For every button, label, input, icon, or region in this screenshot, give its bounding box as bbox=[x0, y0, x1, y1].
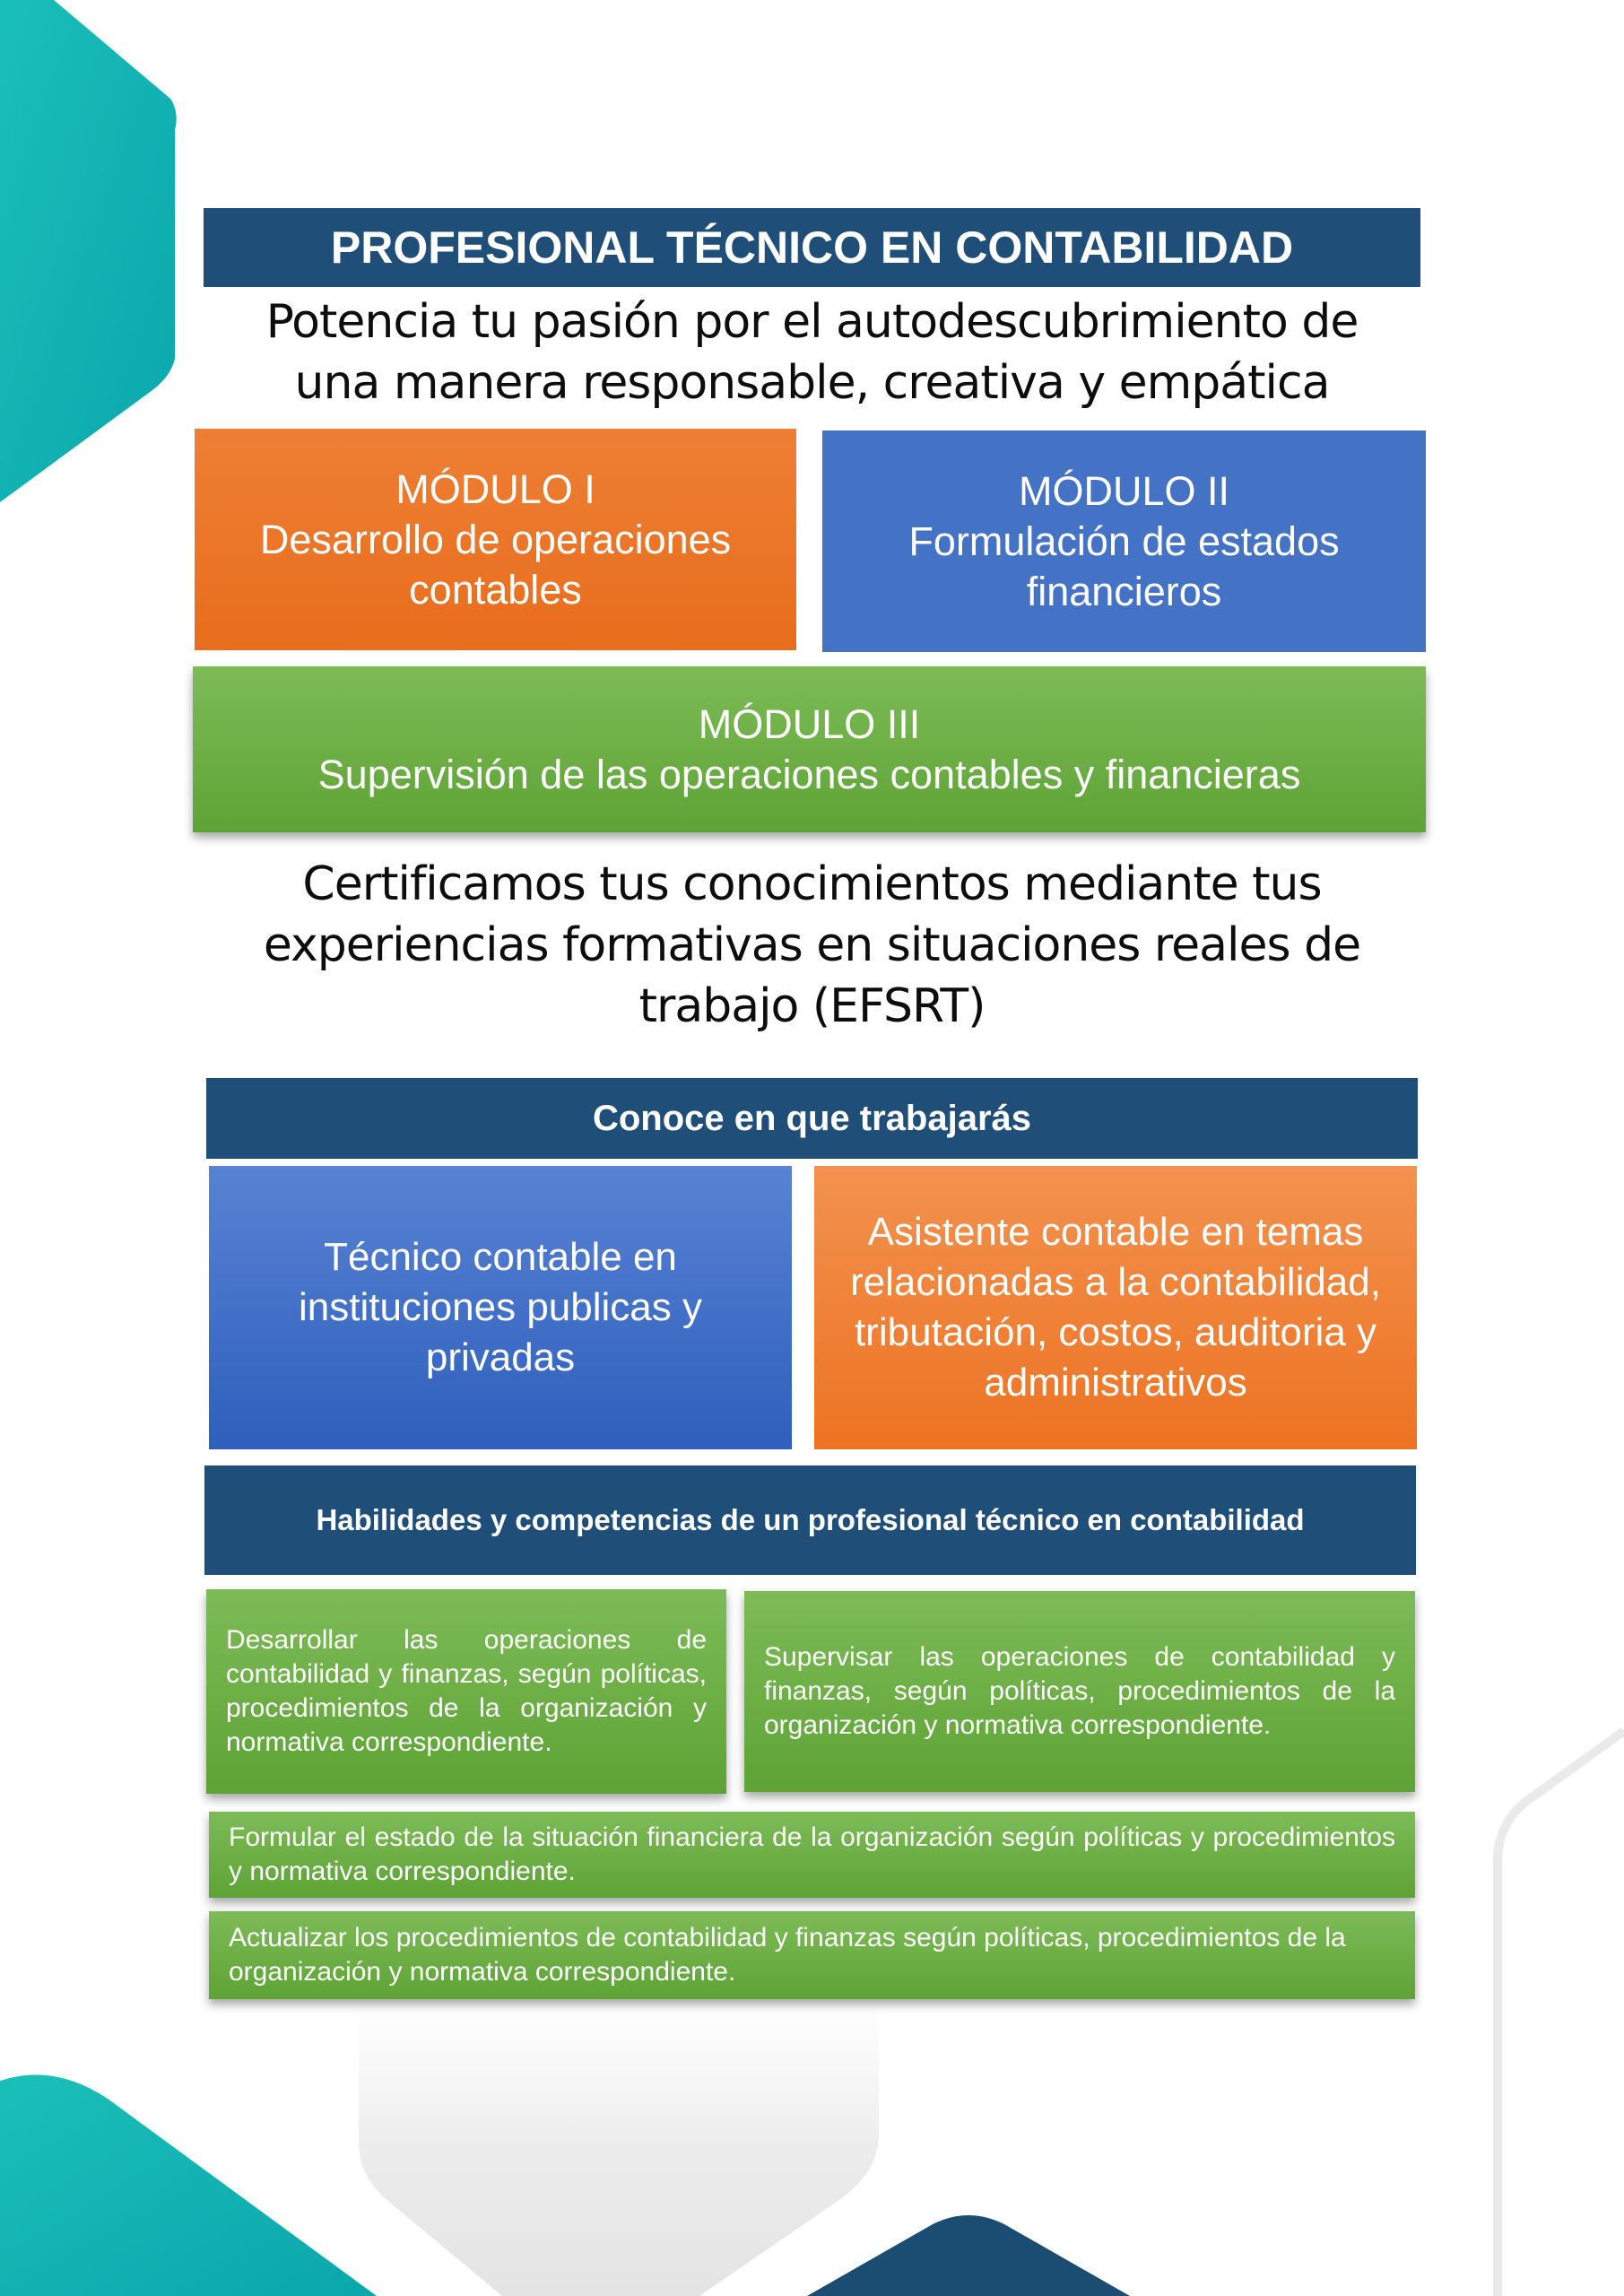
certification-line-2: experiencias formativas en situaciones reales de bbox=[263, 918, 1361, 972]
jobs-header-text: Conoce en que trabajarás bbox=[592, 1098, 1032, 1138]
skill-card-4 bbox=[209, 1911, 1415, 1999]
module-3-label: MÓDULO III bbox=[698, 700, 921, 747]
job-card-2-text: Asistente contable en temas relacionadas a la contabilidad, tributación, costos, auditoria y administrativos bbox=[850, 1210, 1381, 1405]
module-1-card bbox=[195, 429, 796, 650]
skill-card-2 bbox=[744, 1591, 1415, 1792]
jobs-header bbox=[206, 1078, 1418, 1159]
job-card-2 bbox=[814, 1166, 1417, 1449]
skill-card-3 bbox=[209, 1812, 1415, 1898]
teal-hexagon-top-left bbox=[0, 0, 177, 502]
page-title: PROFESIONAL TÉCNICO EN CONTABILIDAD bbox=[330, 222, 1294, 273]
module-2-name-line-1: Formulación de estados bbox=[908, 517, 1340, 564]
skill-card-2-text: Supervisar las operaciones de contabilidad y finanzas, según políticas, procedimientos de la organización y normativa correspondiente. bbox=[764, 1642, 1395, 1740]
skill-card-4-text: Actualizar los procedimientos de contabilidad y finanzas según políticas, procedimientos de la organización y normativa correspondiente. bbox=[229, 1923, 1346, 1987]
tagline bbox=[135, 291, 1489, 413]
module-3-name: Supervisión de las operaciones contables y financieras bbox=[317, 751, 1301, 797]
skills-header-text: Habilidades y competencias de un profesional técnico en contabilidad bbox=[316, 1503, 1305, 1536]
title-bar bbox=[204, 208, 1420, 287]
module-2-label: MÓDULO II bbox=[1018, 467, 1230, 514]
certification-line-1: Certificamos tus conocimientos mediante tus bbox=[302, 857, 1322, 911]
certification-line-3: trabajo (EFSRT) bbox=[638, 979, 986, 1033]
job-card-1-text: Técnico contable en instituciones publicas y privadas bbox=[298, 1235, 702, 1379]
job-card-1 bbox=[209, 1166, 792, 1449]
tagline-line-1: Potencia tu pasión por el autodescubrimiento de bbox=[265, 295, 1359, 349]
tagline-line-2: una manera responsable, creativa y empática bbox=[294, 356, 1330, 410]
skills-header bbox=[204, 1465, 1416, 1575]
teal-shape-bottom-left bbox=[0, 2074, 377, 2296]
skill-card-1-text: Desarrollar las operaciones de contabilidad y finanzas, según políticas, procedimientos de la organización y normativa correspondiente. bbox=[226, 1625, 707, 1757]
certification-text bbox=[135, 854, 1489, 1037]
module-1-name-line-1: Desarrollo de operaciones bbox=[259, 516, 732, 562]
skill-card-1 bbox=[206, 1589, 726, 1794]
navy-shape-bottom bbox=[807, 2215, 1130, 2296]
grey-outline-right bbox=[1498, 1731, 1624, 2296]
skill-card-3-text: Formular el estado de la situación financiera de la organización según políticas y procedimientos y normativa correspondiente. bbox=[229, 1822, 1395, 1886]
grey-hexagon-bottom bbox=[359, 2000, 879, 2296]
module-2-name-line-2: financieros bbox=[1026, 568, 1222, 614]
module-1-name-line-2: contables bbox=[409, 566, 582, 613]
module-1-label: MÓDULO I bbox=[395, 465, 595, 512]
module-3-card bbox=[193, 666, 1426, 832]
module-2-card bbox=[822, 430, 1426, 652]
